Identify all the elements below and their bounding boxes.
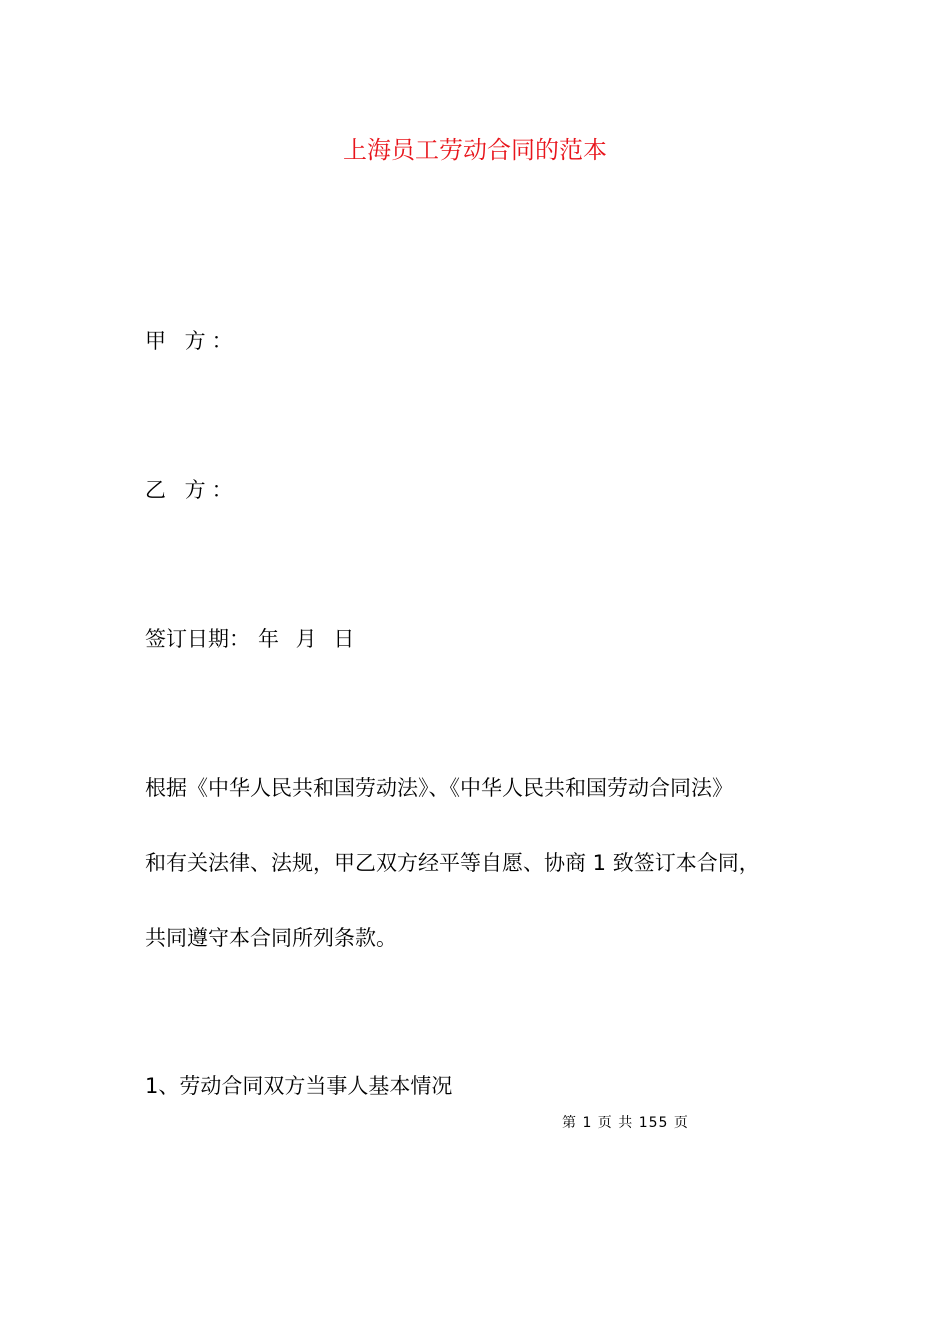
party-a-label: 甲 方： bbox=[145, 329, 239, 353]
sign-date-line bbox=[145, 624, 359, 654]
paragraph-line: 根据《中华人民共和国劳动法》、《中华人民共和国劳动合同法》 bbox=[145, 776, 733, 800]
document-title: 上海员工劳动合同的范本 bbox=[343, 136, 607, 164]
page-indicator: 第 1 页 共 155 页 bbox=[562, 1115, 689, 1131]
party-b-label: 乙 方： bbox=[145, 478, 239, 502]
sign-date-value: 年 月 日 bbox=[258, 627, 360, 651]
paragraph-line: 共同遵守本合同所列条款。 bbox=[145, 926, 397, 950]
paragraph-line: 和有关法律、法规，甲乙双方经平等自愿、协商 1 致签订本合同， bbox=[145, 851, 760, 875]
sign-date-label: 签订日期： bbox=[145, 627, 250, 651]
section-heading: 1、劳动合同双方当事人基本情况 bbox=[145, 1074, 453, 1098]
